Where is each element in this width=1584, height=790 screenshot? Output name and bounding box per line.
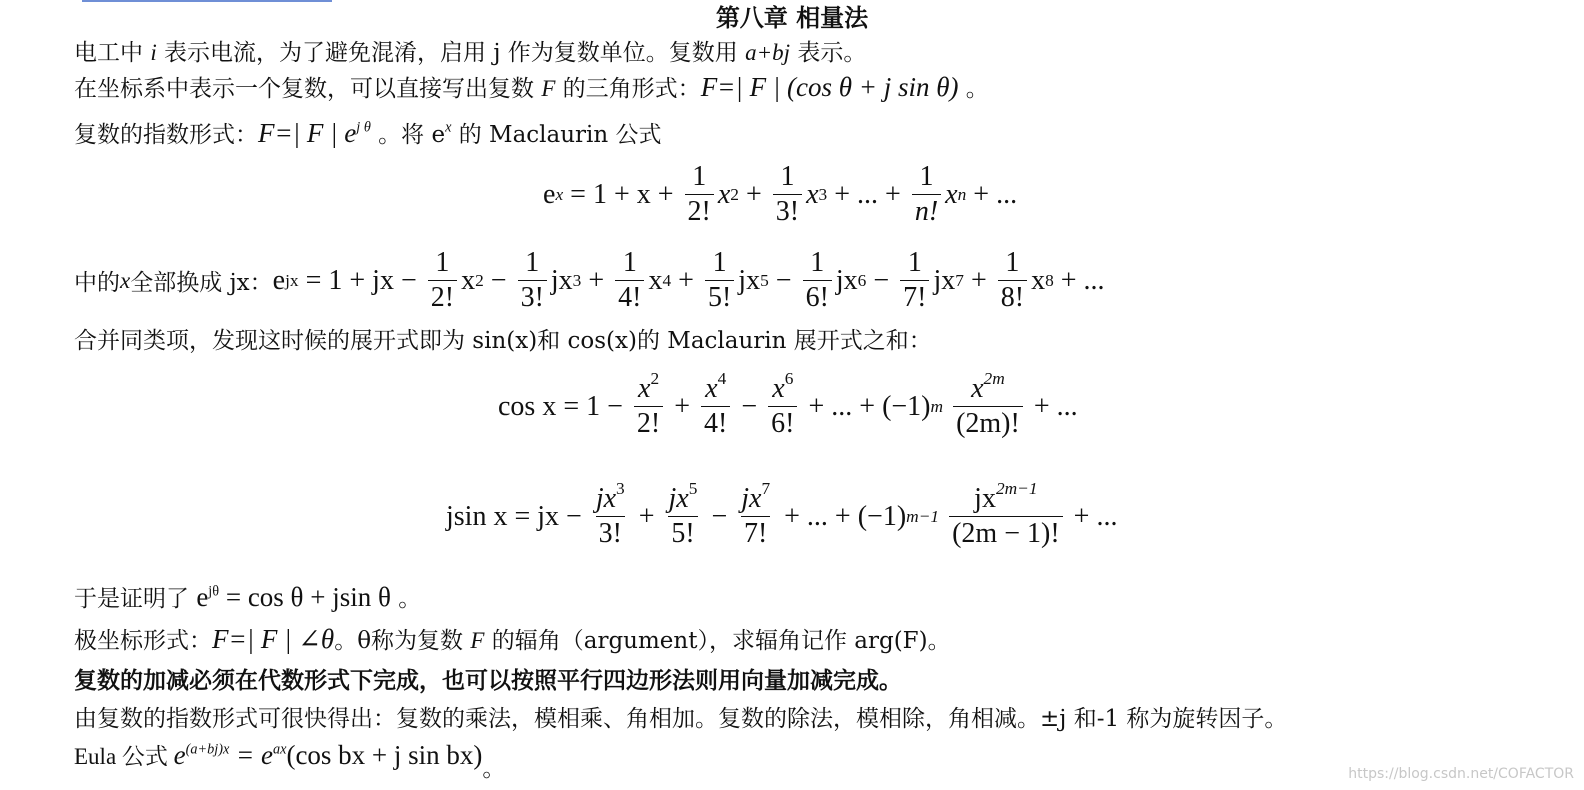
line1-post: 表示。	[790, 40, 867, 66]
fraction-numerator	[635, 368, 662, 406]
numerator-power: 5	[688, 478, 698, 498]
trig-form-formula: F=| F | (cos θ + j sin θ)	[700, 72, 959, 102]
line2-mid: 的三角形式：	[555, 76, 701, 102]
paragraph-line-1	[74, 34, 866, 67]
fraction-numerator	[702, 368, 729, 406]
eq-exp-rhs-start: = 1 + x +	[563, 178, 681, 210]
fraction	[900, 246, 929, 315]
fraction-numerator	[593, 478, 628, 516]
sin-tail: + ...	[1066, 500, 1118, 532]
fraction-numerator: 1	[622, 247, 637, 278]
fraction-numerator: 1	[712, 247, 727, 278]
line13-post: 。	[482, 756, 506, 782]
numerator-power: 3	[616, 478, 625, 498]
fraction-numerator: 1	[810, 247, 825, 278]
eq-exp-t2-after: x	[717, 178, 731, 210]
fraction	[593, 478, 628, 551]
numerator-power: 2	[650, 368, 660, 388]
term-operator: −	[704, 500, 735, 532]
line9-lead: e	[196, 582, 209, 612]
fraction	[428, 246, 457, 315]
line5-mid: 全部换成 jx：	[130, 270, 273, 296]
line3-pre: 复数的指数形式：	[74, 122, 258, 148]
polar-form-formula: F=| F | ∠θ	[212, 624, 335, 654]
paragraph-line-10	[74, 622, 951, 655]
sin-terms	[589, 478, 907, 551]
euler-general-formula: (cos bx + j sin bx)	[286, 740, 483, 770]
fraction-numerator: 1	[692, 161, 707, 192]
fraction-denominator: 4!	[701, 406, 730, 441]
fraction-denominator: 3!	[596, 516, 625, 551]
numerator-variable: jx	[595, 483, 617, 514]
euler-identity: = cos θ + jsin θ	[219, 582, 391, 612]
numerator-variable: x	[772, 373, 785, 404]
ejx-expansion-line: 中的 x 全部换成 jx： e jx = 1 + jx − $\frac{1}{2!}$ x 2 − $\frac{1}{3!}$ jx 3 + $\frac{1}{4!}$ x 4 + $\frac{1}{5!}$ jx 5 − $\frac{1}{6!}$ jx 6 − $\frac{1}{7!}$ jx 7 + $\frac{1}{8!}$ x 8 + ...	[74, 247, 1105, 313]
fraction-numerator	[666, 478, 701, 516]
line1-mid: 表示电流，为了避免混淆，启用 j 作为复数单位。复数用	[156, 40, 746, 66]
eq-exp-plus2: +	[738, 178, 769, 210]
sin-last-num: jx	[974, 483, 996, 514]
fraction-denominator: 5!	[668, 516, 697, 551]
exp-form-sup: j θ	[356, 119, 371, 136]
fraction	[705, 246, 734, 315]
fraction	[666, 478, 701, 551]
fraction-denominator: 3!	[518, 280, 547, 315]
eq-exp-lead: e	[543, 178, 556, 210]
term-variable: jx	[933, 264, 956, 296]
fraction	[949, 478, 1063, 551]
line13-mid-sup: ax	[273, 741, 287, 758]
line3-mid: 。将 e	[370, 122, 446, 148]
line3-ex-sup: x	[445, 119, 452, 136]
term-operator: + ...	[1053, 264, 1105, 296]
fraction-denominator: 8!	[998, 280, 1027, 315]
term-variable: x	[1031, 264, 1046, 296]
paragraph-line-13	[74, 738, 506, 782]
numerator-power: 6	[784, 368, 794, 388]
numerator-power: 4	[717, 368, 727, 388]
fraction-numerator: 1	[525, 247, 540, 278]
fraction	[768, 368, 797, 441]
fraction-numerator	[738, 478, 773, 516]
line3-post: 的 Maclaurin 公式	[451, 122, 662, 148]
fraction-denominator: 3!	[773, 194, 802, 229]
line1-i: i	[150, 40, 157, 65]
fraction	[738, 478, 773, 551]
line5-x: x	[120, 267, 131, 293]
numerator-variable: jx	[668, 483, 689, 514]
fraction	[998, 246, 1027, 315]
fraction-denominator: 4!	[615, 280, 644, 315]
line13-pre: Eula 公式	[74, 744, 174, 769]
term-operator: +	[631, 500, 662, 532]
cos-lead: cos x = 1 −	[498, 390, 630, 422]
line13-lead-sup: (a+bj)x	[185, 741, 230, 758]
line5-start: = 1 + jx −	[298, 264, 424, 296]
page-title: 第八章 相量法	[715, 3, 869, 32]
term-operator: −	[768, 264, 799, 296]
numerator-variable: jx	[741, 483, 762, 514]
term-operator: +	[963, 264, 994, 296]
fraction	[701, 368, 730, 441]
line1-pre: 电工中	[74, 40, 151, 66]
fraction-numerator	[769, 368, 796, 406]
term-variable: x	[648, 264, 663, 296]
fraction-numerator: 1	[919, 161, 934, 192]
fraction-numerator: 1	[435, 247, 450, 278]
numerator-power: 7	[761, 478, 771, 498]
term-variable: jx	[738, 264, 761, 296]
sin-lead: jsin x = jx −	[446, 500, 589, 532]
fraction-numerator: 1	[780, 161, 795, 192]
paragraph-line-12: 由复数的指数形式可很快得出：复数的乘法，模相乘、角相加。复数的除法，模相除，角相减。±j 和-1 称为旋转因子。	[74, 706, 1288, 732]
fraction-denominator: (2m − 1)!	[949, 516, 1063, 551]
eq-exp-t3-after: x	[806, 178, 819, 210]
line2-F: F	[541, 76, 556, 101]
ejx-terms: $\frac{1}{2!}$ x 2 − $\frac{1}{3!}$ jx 3 + $\frac{1}{4!}$ x 4 + $\frac{1}{5!}$ jx 5 − $\frac{1}{6!}$ jx 6 − $\frac{1}{7!}$ jx 7 + $\frac{1}{8!}$ x 8 + ...	[424, 246, 1105, 315]
cos-last-num: x	[971, 373, 984, 404]
line9-pre: 于是证明了	[74, 586, 197, 612]
fraction-denominator: 2!	[634, 406, 663, 441]
fraction	[518, 246, 547, 315]
fraction-denominator: 5!	[705, 280, 734, 315]
line5-lead: e	[272, 264, 286, 296]
fraction-denominator: 2!	[428, 280, 457, 315]
watermark-url: https://blog.csdn.net/COFACTOR	[1348, 766, 1574, 782]
term-operator: −	[734, 390, 765, 422]
line10-F: F	[470, 628, 485, 653]
term-operator: +	[671, 264, 701, 296]
fraction-denominator: n!	[912, 194, 941, 229]
fraction-denominator: 7!	[900, 280, 929, 315]
eq-exp-tail: + ...	[966, 178, 1018, 210]
line1-abj: a+bj	[745, 40, 791, 65]
fraction	[953, 368, 1023, 441]
maclaurin-exp-formula: e x = 1 + x + $\frac{1}{2!}$ x 2 + $\frac{1}{3!}$ x 3 + ... + $\frac{1}{n!}$ x n + ...	[543, 161, 1018, 227]
term-operator: −	[866, 264, 897, 296]
fraction-denominator: 6!	[803, 280, 832, 315]
fraction-denominator: 2!	[685, 194, 714, 229]
fraction	[685, 160, 714, 229]
term-variable: jx	[835, 264, 858, 296]
line10-pre: 极坐标形式：	[74, 628, 212, 654]
line10-post: 的辐角（argument），求辐角记作 arg(F)。	[484, 628, 951, 654]
paragraph-line-3	[74, 116, 662, 149]
eq-exp-tn-after: x	[945, 178, 958, 210]
cos-last-num-pow: 2m	[983, 368, 1005, 388]
term-operator: +	[581, 264, 612, 296]
line9-lead-sup: jθ	[208, 583, 220, 600]
numerator-variable: x	[705, 373, 718, 404]
paragraph-line-9	[74, 580, 421, 613]
line5-pre: 中的	[74, 270, 120, 296]
fraction-numerator: 1	[907, 247, 922, 278]
fraction-denominator: (2m)!	[953, 406, 1023, 441]
fraction	[803, 246, 832, 315]
fraction-denominator: 7!	[741, 516, 770, 551]
numerator-variable: x	[638, 373, 651, 404]
term-operator: + ... + (−1)	[801, 390, 931, 422]
fraction	[912, 160, 941, 229]
exp-form-formula: F=| F | e	[258, 118, 357, 148]
eq-exp-plus3: + ... +	[827, 178, 908, 210]
paragraph-line-2	[74, 70, 989, 103]
paragraph-line-6: 合并同类项，发现这时候的展开式即为 sin(x)和 cos(x)的 Maclaurin 展开式之和：	[74, 328, 932, 354]
cos-series-formula: cos x = 1 − $\frac{x^2}{2!}$ + $\frac{x^4}{4!}$ − $\frac{x^6}{6!}$ + ... + (−1) m $\frac{x^{2m}}{(2m)!}$ + ...	[498, 368, 1078, 439]
fraction-numerator	[968, 368, 1008, 406]
term-operator: + ... + (−1)	[777, 500, 907, 532]
line13-lead: e	[173, 740, 186, 770]
cos-tail: + ...	[1026, 390, 1078, 422]
line2-post: 。	[958, 76, 989, 102]
fraction-denominator: 6!	[768, 406, 797, 441]
line10-mid: 。θ称为复数	[334, 628, 471, 654]
fraction-numerator: 1	[1005, 247, 1020, 278]
line13-mid: = e	[229, 740, 273, 770]
term-variable: x	[461, 264, 476, 296]
fraction-numerator	[971, 478, 1040, 516]
term-operator: +	[667, 390, 698, 422]
fraction	[634, 368, 663, 441]
paragraph-line-11-bold: 复数的加减必须在代数形式下完成，也可以按照平行四边形法则用向量加减完成。	[74, 667, 902, 694]
line2-pre: 在坐标系中表示一个复数，可以直接写出复数	[74, 76, 542, 102]
term-operator: −	[483, 264, 514, 296]
sin-series-formula: jsin x = jx − $\frac{jx^3}{3!}$ + $\frac{jx^5}{5!}$ − $\frac{jx^7}{7!}$ + ... + (−1) m−1 $\frac{jx^{2m-1}}{(2m - 1)!}$ + ...	[446, 478, 1118, 549]
sin-last-num-pow: 2m−1	[995, 478, 1038, 498]
line9-post: 。	[390, 586, 422, 612]
fraction	[615, 246, 644, 315]
term-variable: jx	[550, 264, 573, 296]
fraction	[773, 160, 802, 229]
